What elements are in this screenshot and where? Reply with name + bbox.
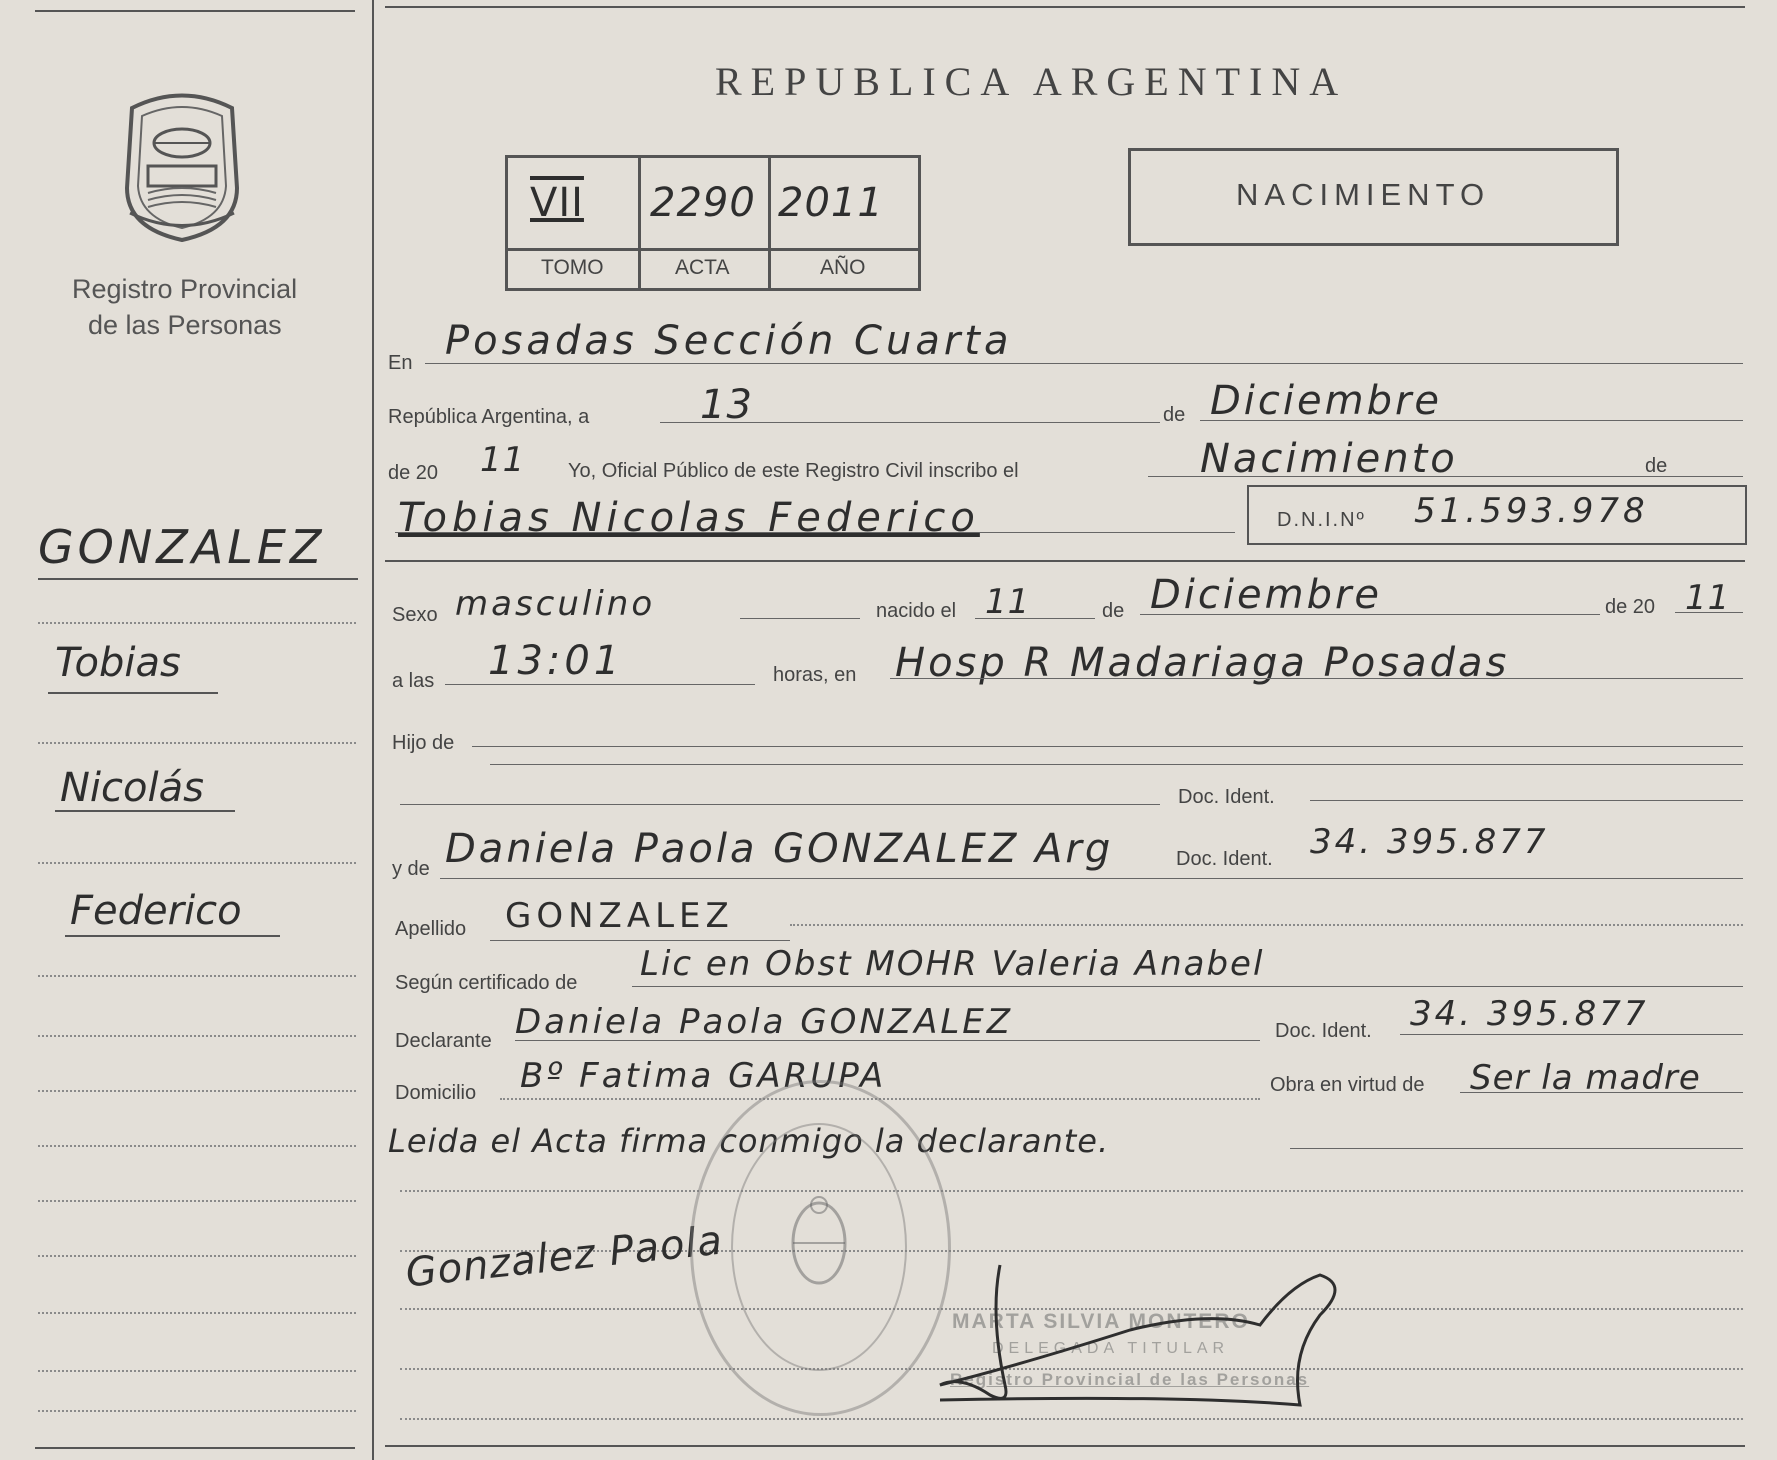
place-value: Posadas Sección Cuarta (445, 318, 1013, 364)
record-number-table (505, 155, 921, 291)
margin-second-name: Nicolás (60, 765, 204, 811)
act-type-label: NACIMIENTO (1236, 177, 1491, 212)
domicilio-label: Domicilio (395, 1082, 477, 1104)
registry-name-line1: Registro Provincial (72, 274, 298, 304)
declarante-value: Daniela Paola GONZALEZ (515, 1002, 1014, 1042)
declarant-signature: Gonzalez Paola (403, 1217, 726, 1297)
closing-line (1290, 1148, 1743, 1149)
doc-ident-label-3: Doc. Ident. (1275, 1020, 1372, 1042)
father-line-2 (490, 764, 1743, 765)
officer-signature-icon (880, 1255, 1380, 1415)
guide-line (400, 1418, 1743, 1420)
margin-second-name-underline (55, 810, 235, 812)
officer-title: DELEGADA TITULAR (992, 1340, 1230, 1357)
segun-label: Según certificado de (395, 972, 578, 994)
apellido-guide-line (790, 924, 1743, 926)
year-prefix-label: de 20 (388, 462, 439, 484)
margin-guide-line (38, 1145, 356, 1147)
declarante-doc-value: 34. 395.877 (1410, 994, 1649, 1034)
father-name-line (400, 804, 1160, 805)
registry-name-line2: de las Personas (88, 310, 282, 340)
birth-time-line (445, 684, 755, 685)
mother-line (440, 878, 1743, 879)
republic-label: República Argentina, a (388, 406, 590, 428)
declarante-label: Declarante (395, 1030, 492, 1052)
alas-label: a las (392, 670, 435, 692)
month-value: Diciembre (1210, 378, 1443, 424)
margin-guide-line (38, 622, 356, 624)
tomo-value: VII (530, 180, 584, 226)
place-line (425, 363, 1743, 364)
birth-place-value: Hosp R Madariaga Posadas (895, 640, 1510, 686)
national-coat-of-arms-icon (788, 1193, 850, 1293)
tomo-label: TOMO (541, 256, 604, 279)
declarante-line (515, 1040, 1260, 1041)
closing-statement: Leida el Acta firma conmigo la declarante. (388, 1122, 1110, 1160)
bottom-border-right (385, 1445, 1745, 1447)
obra-line (1460, 1092, 1743, 1093)
father-line (472, 746, 1743, 747)
obra-label: Obra en virtud de (1270, 1074, 1425, 1096)
year-suffix-value: 11 (480, 440, 526, 480)
de-label-2: de (1645, 455, 1668, 477)
anio-value: 2011 (778, 180, 884, 226)
margin-guide-line (38, 975, 356, 977)
officer-name: MARTA SILVIA MONTERO (952, 1310, 1250, 1333)
declarante-doc-line (1400, 1034, 1743, 1035)
birth-place-line (890, 678, 1743, 679)
certificate-line (632, 986, 1743, 987)
left-column-divider (372, 0, 374, 1460)
event-value: Nacimiento (1200, 436, 1458, 482)
margin-guide-line (38, 1035, 356, 1037)
en-label: En (388, 352, 413, 374)
country-title: REPUBLICA ARGENTINA (715, 59, 1348, 104)
full-name-line (395, 532, 1235, 533)
dni-value: 51.593.978 (1414, 491, 1649, 531)
margin-surname-underline (38, 578, 358, 580)
margin-first-name: Tobias (55, 640, 181, 686)
officer-office: Registro Provincial de las Personas (950, 1370, 1310, 1389)
act-type-box (1128, 148, 1619, 246)
doc-ident-label: Doc. Ident. (1178, 786, 1275, 808)
sexo-value: masculino (455, 584, 656, 624)
birth-year-prefix-label: de 20 (1605, 596, 1656, 618)
apellido-label: Apellido (395, 918, 467, 940)
acta-value: 2290 (650, 180, 756, 226)
birth-month-value: Diciembre (1150, 572, 1383, 618)
day-value: 13 (700, 382, 753, 428)
margin-third-name: Federico (70, 888, 242, 934)
apellido-value: GONZALEZ (505, 896, 734, 936)
nacido-label: nacido el (876, 600, 957, 622)
yo-label: Yo, Oficial Público de este Registro Civil inscribo el (568, 460, 1019, 482)
top-border-right (385, 6, 1745, 8)
margin-guide-line (38, 862, 356, 864)
birth-time-value: 13:01 (488, 638, 624, 684)
acta-label: ACTA (675, 256, 730, 279)
margin-guide-line (38, 1090, 356, 1092)
dni-label: D.N.I.Nº (1277, 509, 1366, 531)
obra-value: Ser la madre (1470, 1058, 1701, 1098)
margin-guide-line (38, 1312, 356, 1314)
guide-line (400, 1190, 1743, 1192)
margin-guide-line (38, 1200, 356, 1202)
full-name-value: Tobias Nicolas Federico (398, 495, 980, 541)
margin-guide-line (38, 1370, 356, 1372)
birth-year-line (1675, 612, 1743, 613)
margin-guide-line (38, 1410, 356, 1412)
birth-year-value: 11 (1685, 578, 1731, 618)
birth-day-line (975, 618, 1095, 619)
certificate-value: Lic en Obst MOHR Valeria Anabel (640, 944, 1265, 984)
margin-surname: GONZALEZ (38, 520, 326, 574)
separator-line (385, 560, 1745, 562)
margin-third-name-underline (65, 935, 280, 937)
month-line (1200, 420, 1743, 421)
top-border-left (35, 10, 355, 12)
sexo-label: Sexo (392, 604, 438, 626)
anio-label: AÑO (820, 256, 866, 279)
margin-guide-line (38, 742, 356, 744)
mother-doc-value: 34. 395.877 (1310, 822, 1549, 862)
de-label: de (1163, 404, 1186, 426)
provincia-misiones-seal-icon (112, 88, 252, 248)
bottom-border-left (35, 1447, 355, 1449)
hijo-label: Hijo de (392, 732, 455, 754)
apellido-line (490, 940, 790, 941)
domicilio-value: Bº Fatima GARUPA (520, 1056, 887, 1096)
margin-guide-line (38, 1255, 356, 1257)
day-line (660, 422, 1160, 423)
birth-day-value: 11 (985, 582, 1031, 622)
father-doc-line (1310, 800, 1743, 801)
mother-name-value: Daniela Paola GONZALEZ Arg (445, 826, 1114, 872)
sexo-line (740, 618, 860, 619)
doc-ident-label-2: Doc. Ident. (1176, 848, 1273, 870)
dni-box (1247, 485, 1747, 545)
yde-label: y de (392, 858, 430, 880)
margin-first-name-underline (48, 692, 218, 694)
horas-label: horas, en (773, 664, 857, 686)
birth-month-line (1140, 614, 1600, 615)
de-label-3: de (1102, 600, 1125, 622)
